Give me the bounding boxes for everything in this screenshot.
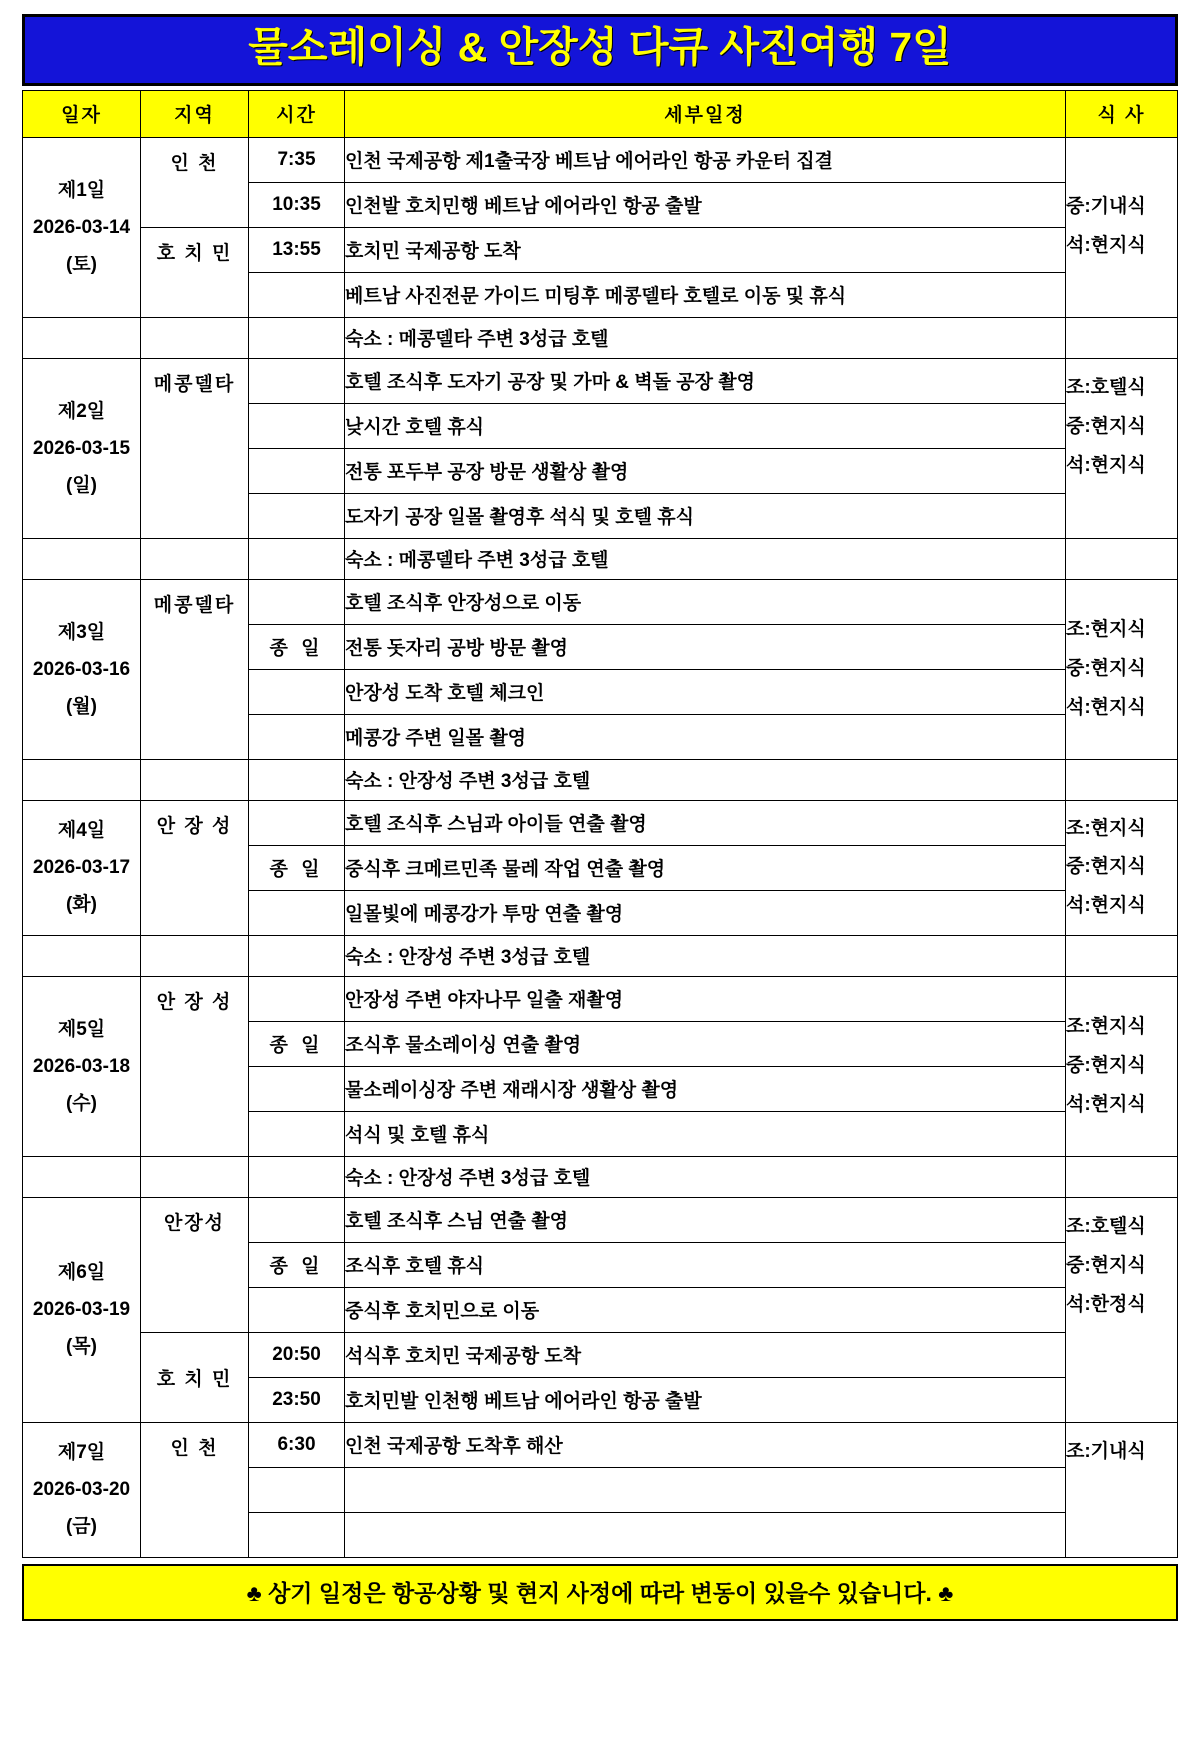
empty-cell — [23, 1156, 141, 1197]
meal-line: 조:현지식 — [1066, 619, 1146, 640]
detail-cell: 석식후 호치민 국제공항 도착 — [345, 1332, 1066, 1377]
date-line: 제1일 — [57, 179, 106, 201]
clover-icon-left: ♣ — [246, 1579, 262, 1606]
time-cell — [249, 669, 345, 714]
date-line: 2026-03-20 — [32, 1479, 131, 1501]
date-line: 2026-03-14 — [32, 216, 131, 238]
empty-cell — [23, 317, 141, 358]
meal-line: 중:현지식 — [1066, 657, 1146, 679]
day-date-cell — [23, 358, 141, 538]
date-line: (목) — [65, 1336, 97, 1358]
detail-cell: 조식후 호텔 휴식 — [345, 1242, 1066, 1287]
empty-cell — [249, 1156, 345, 1197]
meal-line: 조:호텔식 — [1066, 376, 1146, 398]
detail-cell: 조식후 물소레이싱 연출 촬영 — [345, 1021, 1066, 1066]
meal-line: 석:현지식 — [1066, 235, 1146, 257]
day-area-cell: 메콩델타 — [141, 358, 249, 538]
empty-cell — [141, 317, 249, 358]
table-row — [23, 976, 1178, 1021]
empty-cell — [249, 538, 345, 579]
detail-cell: 안장성 도착 호텔 체크인 — [345, 669, 1066, 714]
time-cell: 종 일 — [249, 624, 345, 669]
detail-cell: 안장성 주변 야자나무 일출 재촬영 — [345, 976, 1066, 1021]
detail-cell: 석식 및 호텔 휴식 — [345, 1111, 1066, 1156]
empty-cell — [249, 935, 345, 976]
column-header-date: 일자 — [23, 90, 141, 137]
empty-cell — [1066, 317, 1178, 358]
time-cell: 13:55 — [249, 227, 345, 272]
table-row-stay — [23, 759, 1178, 800]
day-area-cell: 인 천 — [141, 1422, 249, 1557]
detail-cell: 호텔 조식후 스님과 아이들 연출 촬영 — [345, 800, 1066, 845]
meal-cell — [1066, 1197, 1178, 1422]
detail-cell: 인천 국제공항 제1출국장 베트남 에어라인 항공 카운터 집결 — [345, 137, 1066, 182]
day-area-cell: 호 치 민 — [141, 1332, 249, 1422]
time-cell — [249, 1111, 345, 1156]
day-date-cell — [23, 976, 141, 1156]
time-cell — [249, 1467, 345, 1512]
meal-line: 중:현지식 — [1066, 415, 1146, 437]
footer-note-bar — [22, 1564, 1178, 1621]
detail-cell: 호치민발 인천행 베트남 에어라인 항공 출발 — [345, 1377, 1066, 1422]
time-cell — [249, 358, 345, 403]
time-cell — [249, 890, 345, 935]
empty-cell — [249, 759, 345, 800]
itinerary-table — [22, 90, 1178, 1558]
day-date-cell — [23, 1422, 141, 1557]
date-line: (월) — [65, 695, 97, 717]
time-cell: 종 일 — [249, 845, 345, 890]
meal-line: 중:현지식 — [1066, 1054, 1146, 1076]
date-line: 제4일 — [57, 820, 106, 842]
column-header-area: 지역 — [141, 90, 249, 137]
detail-cell: 호텔 조식후 도자기 공장 및 가마 & 벽돌 공장 촬영 — [345, 358, 1066, 403]
meal-cell — [1066, 579, 1178, 759]
accommodation-cell: 숙소 : 안장성 주변 3성급 호텔 — [345, 759, 1066, 800]
time-cell — [249, 1066, 345, 1111]
table-header — [23, 90, 1178, 137]
meal-line: 석:현지식 — [1066, 895, 1146, 917]
page-title-bar — [22, 14, 1178, 86]
meal-cell — [1066, 358, 1178, 538]
date-line: 제5일 — [57, 1018, 106, 1040]
time-cell: 20:50 — [249, 1332, 345, 1377]
accommodation-cell: 숙소 : 안장성 주변 3성급 호텔 — [345, 935, 1066, 976]
table-row-stay — [23, 1156, 1178, 1197]
time-cell — [249, 448, 345, 493]
detail-cell: 전통 돗자리 공방 방문 촬영 — [345, 624, 1066, 669]
date-line: 제6일 — [57, 1262, 106, 1284]
time-cell — [249, 403, 345, 448]
time-cell — [249, 272, 345, 317]
table-row-stay — [23, 538, 1178, 579]
column-header-meal: 식 사 — [1066, 90, 1178, 137]
detail-cell: 호텔 조식후 안장성으로 이동 — [345, 579, 1066, 624]
detail-cell: 도자기 공장 일몰 촬영후 석식 및 호텔 휴식 — [345, 493, 1066, 538]
detail-cell: 메콩강 주변 일몰 촬영 — [345, 714, 1066, 759]
meal-line: 석:현지식 — [1066, 1093, 1146, 1115]
page-title: 물소레이싱 & 안장성 다큐 사진여행 7일 — [248, 24, 952, 70]
meal-cell — [1066, 1422, 1178, 1557]
meal-cell — [1066, 800, 1178, 935]
date-line: (토) — [65, 253, 97, 275]
detail-cell: 중식후 크메르민족 물레 작업 연출 촬영 — [345, 845, 1066, 890]
time-cell: 6:30 — [249, 1422, 345, 1467]
meal-line: 조:현지식 — [1066, 1016, 1146, 1037]
day-date-cell — [23, 137, 141, 317]
footer-note: 상기 일정은 항공상황 및 현지 사정에 따라 변동이 있을수 있습니다. — [268, 1579, 932, 1606]
detail-cell — [345, 1467, 1066, 1512]
table-row — [23, 137, 1178, 182]
time-cell: 종 일 — [249, 1242, 345, 1287]
day-area-cell: 인 천 — [141, 137, 249, 227]
detail-cell: 호치민 국제공항 도착 — [345, 227, 1066, 272]
time-cell — [249, 493, 345, 538]
time-cell — [249, 714, 345, 759]
meal-line: 조:현지식 — [1066, 817, 1146, 839]
detail-cell: 물소레이싱장 주변 재래시장 생활상 촬영 — [345, 1066, 1066, 1111]
table-row — [23, 579, 1178, 624]
clover-icon-right: ♣ — [938, 1579, 954, 1606]
empty-cell — [1066, 759, 1178, 800]
meal-line: 중:기내식 — [1066, 196, 1146, 218]
empty-cell — [141, 1156, 249, 1197]
date-line: 제7일 — [57, 1442, 106, 1464]
date-line: (금) — [65, 1516, 97, 1538]
detail-cell — [345, 1512, 1066, 1557]
empty-cell — [23, 538, 141, 579]
detail-cell: 베트남 사진전문 가이드 미팅후 메콩델타 호텔로 이동 및 휴식 — [345, 272, 1066, 317]
column-header-time: 시간 — [249, 90, 345, 137]
meal-line: 중:현지식 — [1066, 856, 1146, 878]
date-line: (일) — [65, 474, 97, 496]
date-line: 제3일 — [57, 621, 106, 643]
meal-line: 석:현지식 — [1066, 696, 1146, 718]
time-cell: 10:35 — [249, 182, 345, 227]
table-body — [23, 137, 1178, 1557]
table-header-row — [23, 90, 1178, 137]
day-area-cell: 안 장 성 — [141, 976, 249, 1156]
meal-line: 조:기내식 — [1066, 1440, 1146, 1462]
date-line: (수) — [65, 1092, 97, 1114]
table-row — [23, 227, 1178, 272]
detail-cell: 호텔 조식후 스님 연출 촬영 — [345, 1197, 1066, 1242]
accommodation-cell: 숙소 : 안장성 주변 3성급 호텔 — [345, 1156, 1066, 1197]
time-cell: 종 일 — [249, 1021, 345, 1066]
table-row — [23, 1332, 1178, 1377]
meal-cell — [1066, 976, 1178, 1156]
date-line: 2026-03-16 — [32, 658, 131, 680]
day-area-cell: 메콩델타 — [141, 579, 249, 759]
detail-cell: 전통 포두부 공장 방문 생활상 촬영 — [345, 448, 1066, 493]
date-line: 제2일 — [57, 400, 106, 422]
table-row-stay — [23, 935, 1178, 976]
time-cell — [249, 1197, 345, 1242]
time-cell — [249, 976, 345, 1021]
time-cell — [249, 800, 345, 845]
empty-cell — [1066, 1156, 1178, 1197]
day-date-cell — [23, 1197, 141, 1422]
detail-cell: 일몰빛에 메콩강가 투망 연출 촬영 — [345, 890, 1066, 935]
time-cell: 7:35 — [249, 137, 345, 182]
time-cell — [249, 1512, 345, 1557]
time-cell — [249, 579, 345, 624]
table-row — [23, 358, 1178, 403]
column-header-detail: 세부일정 — [345, 90, 1066, 137]
detail-cell: 인천발 호치민행 베트남 에어라인 항공 출발 — [345, 182, 1066, 227]
meal-cell — [1066, 137, 1178, 317]
accommodation-cell: 숙소 : 메콩델타 주변 3성급 호텔 — [345, 538, 1066, 579]
empty-cell — [141, 759, 249, 800]
time-cell: 23:50 — [249, 1377, 345, 1422]
empty-cell — [141, 538, 249, 579]
date-line: 2026-03-15 — [32, 437, 131, 459]
day-area-cell: 안 장 성 — [141, 800, 249, 935]
meal-line: 중:현지식 — [1066, 1254, 1146, 1276]
table-row-stay — [23, 317, 1178, 358]
detail-cell: 낮시간 호텔 휴식 — [345, 403, 1066, 448]
empty-cell — [1066, 935, 1178, 976]
detail-cell: 중식후 호치민으로 이동 — [345, 1287, 1066, 1332]
day-date-cell — [23, 800, 141, 935]
empty-cell — [1066, 538, 1178, 579]
accommodation-cell: 숙소 : 메콩델타 주변 3성급 호텔 — [345, 317, 1066, 358]
date-line: 2026-03-17 — [32, 857, 131, 879]
time-cell — [249, 1287, 345, 1332]
table-row — [23, 1422, 1178, 1467]
detail-cell: 인천 국제공항 도착후 해산 — [345, 1422, 1066, 1467]
date-line: 2026-03-18 — [32, 1055, 131, 1077]
day-area-cell: 안장성 — [141, 1197, 249, 1332]
date-line: (화) — [65, 894, 97, 916]
date-line: 2026-03-19 — [32, 1299, 131, 1321]
meal-line: 석:한정식 — [1066, 1293, 1146, 1315]
day-date-cell — [23, 579, 141, 759]
meal-line: 조:호텔식 — [1066, 1215, 1146, 1237]
empty-cell — [141, 935, 249, 976]
empty-cell — [249, 317, 345, 358]
meal-line: 석:현지식 — [1066, 454, 1146, 476]
empty-cell — [23, 935, 141, 976]
table-row — [23, 1197, 1178, 1242]
day-area-cell: 호 치 민 — [141, 227, 249, 317]
empty-cell — [23, 759, 141, 800]
table-row — [23, 800, 1178, 845]
